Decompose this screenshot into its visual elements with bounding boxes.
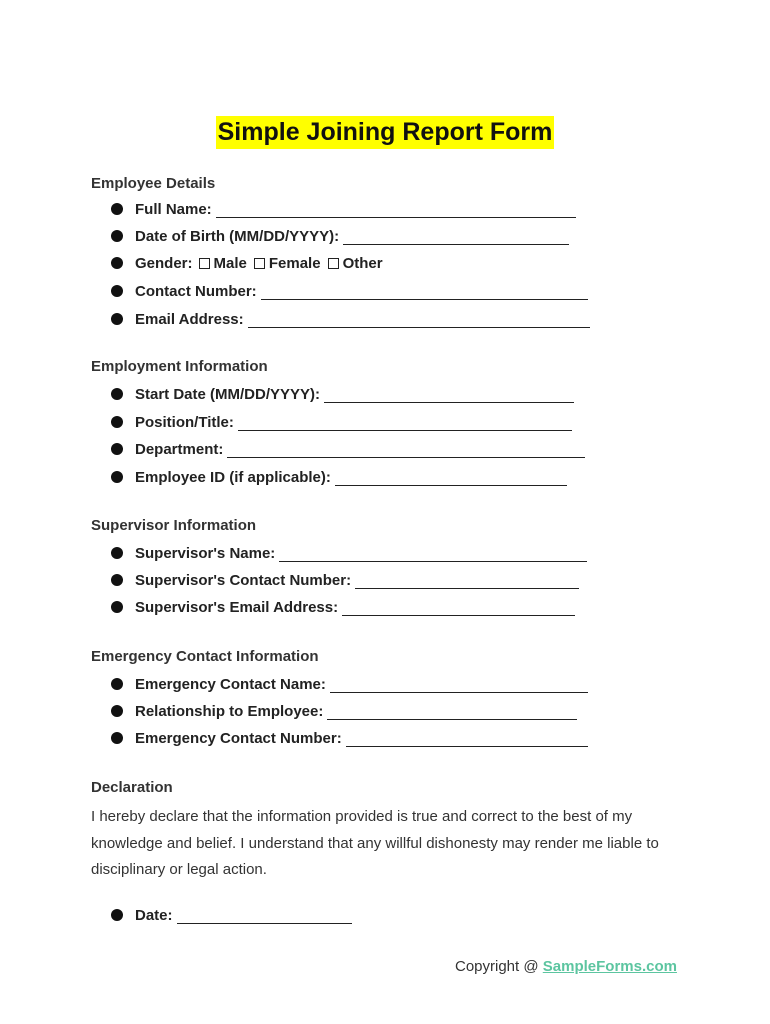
field-label: Start Date (MM/DD/YYYY): bbox=[135, 386, 321, 404]
gender-male-checkbox[interactable] bbox=[199, 258, 210, 269]
section-heading-declaration: Declaration bbox=[91, 779, 173, 796]
bullet-icon bbox=[111, 388, 123, 400]
field-label: Date of Birth (MM/DD/YYYY): bbox=[135, 228, 340, 246]
field-emergency-name bbox=[111, 675, 588, 695]
emergency-relationship-blank[interactable] bbox=[327, 705, 577, 720]
gender-option-label: Male bbox=[213, 255, 247, 273]
bullet-icon bbox=[111, 732, 123, 744]
field-label: Emergency Contact Number: bbox=[135, 730, 342, 748]
supervisor-email-blank[interactable] bbox=[342, 601, 575, 616]
field-label: Contact Number: bbox=[135, 283, 257, 301]
field-label: Relationship to Employee: bbox=[135, 703, 324, 721]
gender-other-checkbox[interactable] bbox=[328, 258, 339, 269]
position-title-blank[interactable] bbox=[238, 416, 572, 431]
field-label: Supervisor's Contact Number: bbox=[135, 572, 352, 590]
employee-id-blank[interactable] bbox=[335, 471, 567, 486]
field-label: Date: bbox=[135, 907, 173, 925]
field-label: Emergency Contact Name: bbox=[135, 676, 326, 694]
section-heading-employee: Employee Details bbox=[91, 175, 216, 192]
field-label: Department: bbox=[135, 441, 224, 459]
section-heading-emergency: Emergency Contact Information bbox=[91, 648, 319, 665]
field-department bbox=[111, 440, 585, 460]
section-heading-employment: Employment Information bbox=[91, 358, 268, 375]
bullet-icon bbox=[111, 257, 123, 269]
section-heading-supervisor: Supervisor Information bbox=[91, 517, 257, 534]
field-contact-number bbox=[111, 282, 588, 302]
email-address-blank[interactable] bbox=[248, 313, 590, 328]
bullet-icon bbox=[111, 574, 123, 586]
bullet-icon bbox=[111, 230, 123, 242]
dob-blank[interactable] bbox=[343, 230, 569, 245]
bullet-icon bbox=[111, 678, 123, 690]
contact-number-blank[interactable] bbox=[261, 285, 588, 300]
field-employee-id bbox=[111, 468, 567, 488]
declaration-paragraph: I hereby declare that the information provided is true and correct to the best of my knowledge and belief. I understand that any willful dishonesty may render me liable to disciplinary or legal action. bbox=[91, 808, 659, 878]
emergency-number-blank[interactable] bbox=[346, 732, 588, 747]
bullet-icon bbox=[111, 471, 123, 483]
start-date-blank[interactable] bbox=[324, 388, 574, 403]
bullet-icon bbox=[111, 203, 123, 215]
bullet-icon bbox=[111, 285, 123, 297]
bullet-icon bbox=[111, 547, 123, 559]
field-full-name bbox=[111, 200, 576, 220]
form-title: Simple Joining Report Form bbox=[216, 116, 555, 149]
field-gender bbox=[111, 254, 383, 274]
bullet-icon bbox=[111, 313, 123, 325]
copyright-prefix: Copyright @ bbox=[455, 958, 543, 975]
copyright-footer bbox=[455, 958, 677, 975]
gender-option-label: Female bbox=[268, 255, 321, 273]
field-email-address bbox=[111, 310, 590, 330]
field-dob bbox=[111, 227, 569, 247]
field-position-title bbox=[111, 413, 572, 433]
field-label: Email Address: bbox=[135, 311, 244, 329]
field-emergency-relationship bbox=[111, 702, 577, 722]
field-supervisor-email bbox=[111, 598, 575, 618]
brand-link[interactable]: SampleForms.com bbox=[542, 958, 677, 975]
bullet-icon bbox=[111, 705, 123, 717]
field-label: Position/Title: bbox=[135, 414, 234, 432]
gender-option-label: Other bbox=[342, 255, 383, 273]
supervisor-name-blank[interactable] bbox=[279, 547, 587, 562]
supervisor-contact-blank[interactable] bbox=[355, 574, 579, 589]
field-label: Full Name: bbox=[135, 201, 212, 219]
field-label: Supervisor's Email Address: bbox=[135, 599, 339, 617]
bullet-icon bbox=[111, 909, 123, 921]
field-label: Employee ID (if applicable): bbox=[135, 469, 331, 487]
field-start-date bbox=[111, 385, 574, 405]
field-date bbox=[111, 906, 352, 926]
emergency-name-blank[interactable] bbox=[330, 678, 588, 693]
field-label: Gender: bbox=[135, 255, 193, 273]
field-supervisor-name bbox=[111, 544, 587, 564]
field-label: Supervisor's Name: bbox=[135, 545, 276, 563]
bullet-icon bbox=[111, 601, 123, 613]
department-blank[interactable] bbox=[227, 443, 585, 458]
field-supervisor-contact bbox=[111, 571, 579, 591]
bullet-icon bbox=[111, 443, 123, 455]
title-container bbox=[0, 116, 770, 149]
bullet-icon bbox=[111, 416, 123, 428]
date-blank[interactable] bbox=[177, 909, 352, 924]
full-name-blank[interactable] bbox=[216, 203, 576, 218]
field-emergency-number bbox=[111, 729, 588, 749]
gender-female-checkbox[interactable] bbox=[254, 258, 265, 269]
